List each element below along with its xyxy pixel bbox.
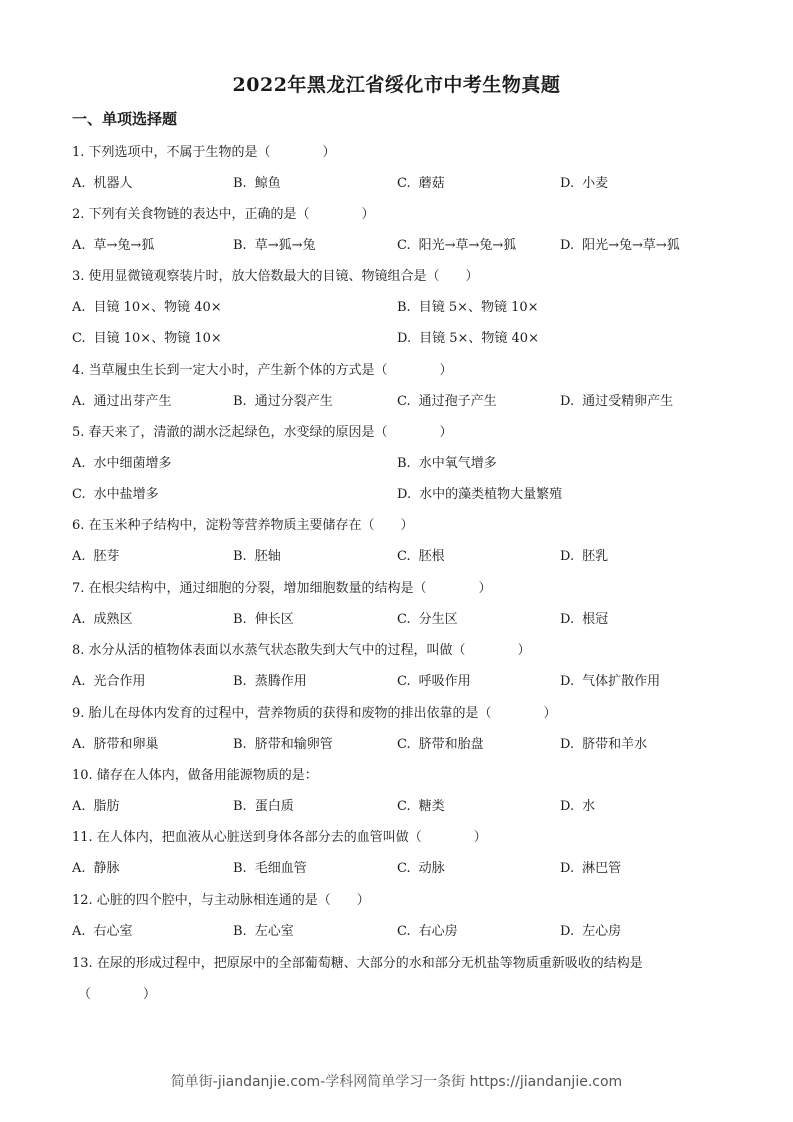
option-label: A. (72, 861, 86, 876)
option-text: 蛋白质 (254, 799, 294, 814)
option-text: 呼吸作用 (418, 674, 471, 689)
option-text: 通过受精卵产生 (582, 394, 674, 409)
option-label: D. (397, 331, 412, 346)
option-text: 草→兔→狐 (93, 238, 155, 253)
question-3-options-row2 (0, 327, 793, 347)
option-label: D. (560, 924, 575, 939)
option-label: C. (397, 674, 411, 689)
option-text: 成熟区 (93, 612, 133, 627)
option-text: 蒸腾作用 (254, 674, 307, 689)
option-d (560, 920, 621, 939)
option-label: C. (72, 487, 86, 502)
question-4-options (0, 390, 793, 410)
option-label: C. (397, 799, 411, 814)
option-text: 光合作用 (93, 674, 146, 689)
option-label: D. (560, 737, 575, 752)
option-text: 水中的藻类植物大量繁殖 (419, 487, 563, 502)
option-text: 左心房 (582, 924, 622, 939)
option-d (560, 172, 608, 191)
option-text: 阳光→兔→草→狐 (582, 238, 680, 253)
option-label: B. (233, 176, 247, 191)
option-d (560, 733, 647, 752)
option-label: D. (560, 549, 575, 564)
option-label: A. (72, 737, 86, 752)
option-d (560, 857, 621, 876)
option-text: 分生区 (418, 612, 458, 627)
option-d (397, 483, 562, 502)
option-d (560, 795, 595, 814)
question-9-stem: 9. 胎儿在母体内发育的过程中，营养物质的获得和废物的排出依靠的是（ ） (72, 706, 557, 721)
question-4-stem: 4. 当草履虫生长到一定大小时，产生新个体的方式是（ ） (72, 363, 453, 378)
option-label: D. (560, 861, 575, 876)
option-d (560, 608, 608, 627)
option-label: C. (397, 737, 411, 752)
question-8-stem: 8. 水分从活的植物体表面以水蒸气状态散失到大气中的过程，叫做（ ） (72, 643, 531, 658)
option-label: D. (560, 612, 575, 627)
option-c (397, 172, 445, 191)
option-text: 机器人 (93, 176, 133, 191)
option-label: B. (233, 674, 247, 689)
option-b (233, 920, 294, 939)
option-a (72, 452, 172, 471)
option-d (560, 234, 680, 253)
option-label: B. (233, 861, 247, 876)
option-d (397, 327, 539, 346)
option-a (72, 733, 159, 752)
option-text: 胚轴 (254, 549, 281, 564)
option-text: 毛细血管 (254, 861, 307, 876)
option-text: 通过分裂产生 (254, 394, 333, 409)
option-text: 水中盐增多 (93, 487, 159, 502)
option-label: C. (397, 238, 411, 253)
option-a (72, 545, 120, 564)
option-d (560, 545, 608, 564)
question-8-options (0, 670, 793, 690)
option-a (72, 857, 120, 876)
option-c (397, 733, 484, 752)
option-b (233, 670, 307, 689)
option-label: B. (233, 238, 247, 253)
option-label: C. (397, 549, 411, 564)
option-label: C. (397, 924, 411, 939)
option-text: 动脉 (418, 861, 445, 876)
option-text: 目镜 5×、物镜 10× (418, 300, 539, 315)
option-c (72, 327, 222, 346)
option-a (72, 296, 222, 315)
option-text: 脂肪 (93, 799, 120, 814)
option-b (233, 733, 333, 752)
question-2-stem: 2. 下列有关食物链的表达中，正确的是（ ） (72, 207, 375, 222)
option-b (233, 608, 294, 627)
option-c (397, 857, 445, 876)
option-c (397, 234, 516, 253)
page-title: 2022年黑龙江省绥化市中考生物真题 (232, 74, 561, 96)
option-d (560, 670, 660, 689)
option-label: A. (72, 799, 86, 814)
option-label: D. (560, 394, 575, 409)
option-label: A. (72, 456, 86, 471)
option-label: B. (233, 737, 247, 752)
option-label: B. (233, 924, 247, 939)
option-c (397, 545, 445, 564)
option-text: 静脉 (93, 861, 120, 876)
question-12-options (0, 920, 793, 940)
option-a (72, 920, 133, 939)
page-footer-watermark: 简单街-jiandanjie.com-学科网简单学习一条街 https://jiandanjie.com (170, 1074, 623, 1090)
question-5-stem: 5. 春天来了，清澈的湖水泛起绿色，水变绿的原因是（ ） (72, 425, 453, 440)
option-a (72, 795, 120, 814)
question-1-options (0, 172, 793, 192)
option-text: 通过孢子产生 (418, 394, 497, 409)
option-b (233, 795, 294, 814)
option-text: 胚根 (418, 549, 445, 564)
option-c (397, 390, 497, 409)
option-text: 脐带和输卵管 (254, 737, 333, 752)
option-label: C. (397, 176, 411, 191)
option-label: B. (233, 394, 247, 409)
option-a (72, 234, 154, 253)
option-label: B. (397, 456, 411, 471)
question-5-options-row2 (0, 483, 793, 503)
option-c (397, 608, 458, 627)
option-text: 胚芽 (93, 549, 120, 564)
option-b (233, 234, 315, 253)
option-a (72, 172, 133, 191)
option-c (397, 795, 445, 814)
option-label: A. (72, 176, 86, 191)
option-label: D. (560, 674, 575, 689)
option-c (397, 920, 458, 939)
option-label: B. (233, 612, 247, 627)
option-c (397, 670, 471, 689)
question-1-stem: 1. 下列选项中，不属于生物的是（ ） (72, 145, 336, 160)
option-b (233, 857, 307, 876)
option-text: 目镜 5×、物镜 40× (419, 331, 539, 346)
question-2-options (0, 234, 793, 254)
option-text: 小麦 (582, 176, 609, 191)
option-text: 右心室 (93, 924, 133, 939)
option-b (233, 545, 281, 564)
question-3-stem: 3. 使用显微镜观察装片时，放大倍数最大的目镜、物镜组合是（ ） (72, 269, 479, 284)
option-text: 目镜 10×、物镜 40× (93, 300, 222, 315)
question-12-stem: 12. 心脏的四个腔中，与主动脉相连通的是（ ） (72, 893, 370, 908)
option-label: C. (397, 394, 411, 409)
question-13-stem: 13. 在尿的形成过程中，把原尿中的全部葡萄糖、大部分的水和部分无机盐等物质重新吸收的结构是 (72, 956, 643, 971)
section-heading: 一、单项选择题 (72, 110, 178, 128)
option-a (72, 608, 133, 627)
option-label: A. (72, 300, 86, 315)
option-text: 目镜 10×、物镜 10× (93, 331, 222, 346)
option-text: 左心室 (254, 924, 294, 939)
option-text: 气体扩散作用 (582, 674, 661, 689)
option-text: 草→狐→兔 (254, 238, 316, 253)
option-a (72, 390, 172, 409)
option-b (233, 390, 333, 409)
option-text: 阳光→草→兔→狐 (418, 238, 517, 253)
option-text: 水中细菌增多 (93, 456, 172, 471)
question-6-stem: 6. 在玉米种子结构中，淀粉等营养物质主要储存在（ ） (72, 518, 414, 533)
question-5-options-row1 (0, 452, 793, 472)
option-label: D. (397, 487, 412, 502)
option-a (72, 670, 146, 689)
option-text: 伸长区 (254, 612, 294, 627)
option-d (560, 390, 673, 409)
question-11-options (0, 857, 793, 877)
option-text: 右心房 (418, 924, 458, 939)
option-text: 通过出芽产生 (93, 394, 172, 409)
question-6-options (0, 545, 793, 565)
option-label: A. (72, 394, 86, 409)
option-b (397, 452, 497, 471)
option-text: 脐带和卵巢 (93, 737, 159, 752)
option-label: A. (72, 549, 86, 564)
option-label: B. (397, 300, 411, 315)
option-label: C. (72, 331, 86, 346)
question-7-stem: 7. 在根尖结构中，通过细胞的分裂，增加细胞数量的结构是（ ） (72, 581, 492, 596)
question-10-options (0, 795, 793, 815)
option-text: 根冠 (582, 612, 609, 627)
option-text: 鲸鱼 (254, 176, 281, 191)
option-label: B. (233, 549, 247, 564)
option-label: D. (560, 238, 575, 253)
question-7-options (0, 608, 793, 628)
option-label: A. (72, 674, 86, 689)
question-11-stem: 11. 在人体内，把血液从心脏送到身体各部分去的血管叫做（ ） (72, 830, 487, 845)
option-b (233, 172, 281, 191)
option-label: A. (72, 924, 86, 939)
option-text: 水 (582, 799, 596, 814)
option-label: D. (560, 799, 575, 814)
question-13-blank: （ ） (78, 987, 157, 1002)
question-9-options (0, 733, 793, 753)
option-label: C. (397, 861, 411, 876)
option-text: 胚乳 (582, 549, 609, 564)
question-3-options-row1 (0, 296, 793, 316)
option-text: 水中氧气增多 (418, 456, 497, 471)
option-text: 蘑菇 (418, 176, 445, 191)
option-text: 糖类 (418, 799, 445, 814)
option-label: B. (233, 799, 247, 814)
option-text: 脐带和羊水 (582, 737, 648, 752)
option-c (72, 483, 159, 502)
question-10-stem: 10. 储存在人体内，做备用能源物质的是： (72, 768, 318, 783)
option-text: 脐带和胎盘 (418, 737, 484, 752)
option-label: A. (72, 612, 86, 627)
option-b (397, 296, 539, 315)
option-label: D. (560, 176, 575, 191)
option-label: C. (397, 612, 411, 627)
option-text: 淋巴管 (582, 861, 622, 876)
option-label: A. (72, 238, 86, 253)
